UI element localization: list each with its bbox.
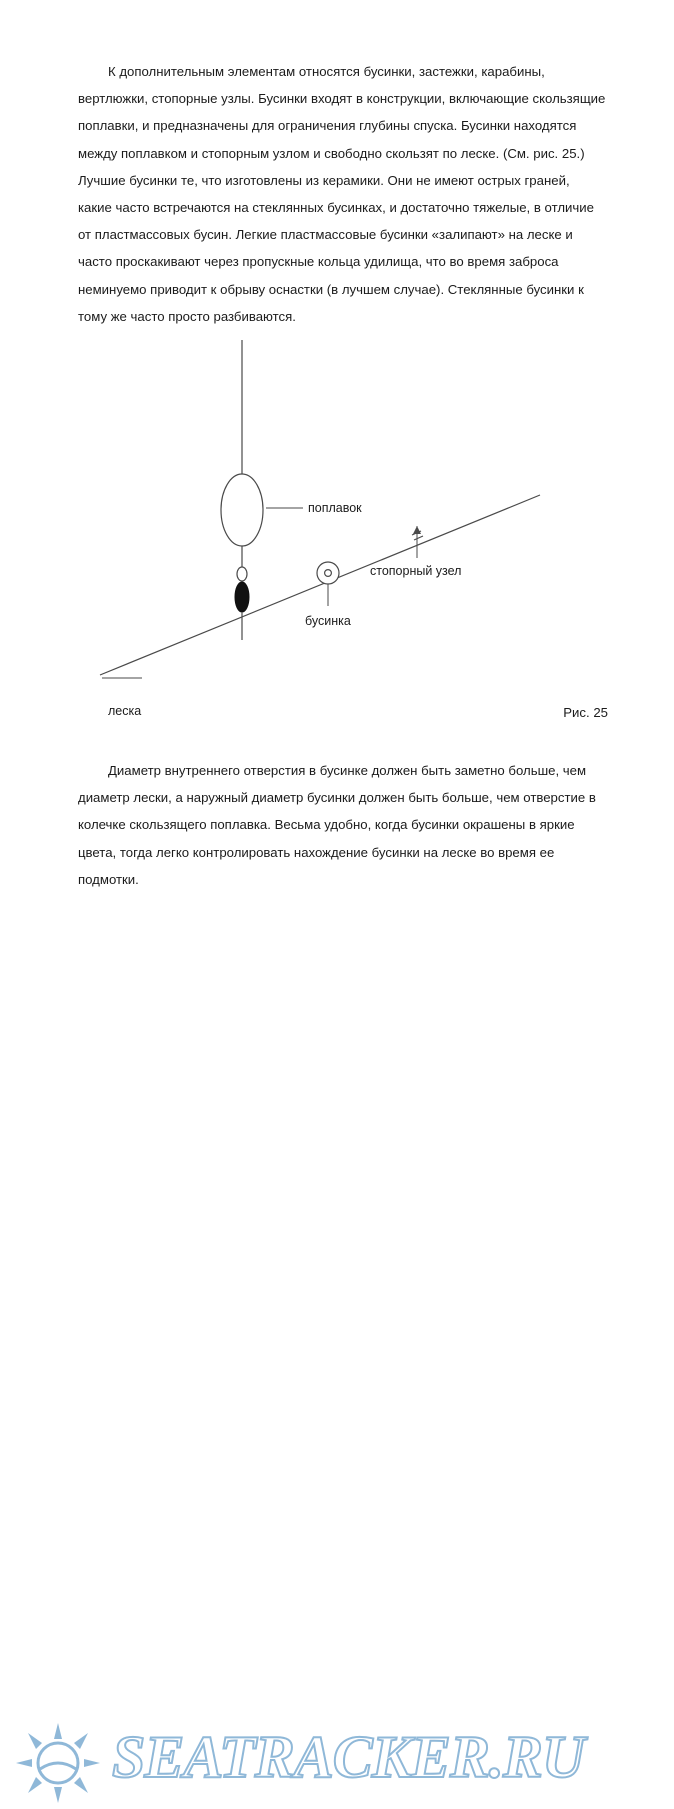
stopper-knot-arrow — [413, 526, 421, 534]
figure-caption: Рис. 25 — [563, 705, 608, 720]
label-stopper-knot: стопорный узел — [370, 564, 462, 578]
float-weight — [235, 582, 249, 612]
sun-icon — [10, 1717, 106, 1809]
fishing-line-path — [100, 495, 540, 675]
figure-illustration — [60, 330, 620, 730]
bead-hole — [325, 570, 332, 577]
paragraph-top: К дополнительным элементам относятся бусинки, застежки, карабины, вертлюжки, стопорные узлы. Бусинки входят в конструкции, включающие скользящие поплавки, и предназначены для ограничения глубины спуска. Бусинки находятся между поплавком и стопорным узлом и свободно скользят по леске. (См. рис. 25.) Лучшие бусинки те, что изготовлены из керамики. Они не имеют острых граней, какие часто встречаются на стеклянных бусинках, и достаточно тяжелые, в отличие от пластмассовых бусин. Легкие пластмассовые бусинки «залипают» на леске и часто проскакивают через пропускные кольца удилища, что во время заброса неминуемо приводит к обрыву оснастки (в лучшем случае). Стеклянные бусинки к тому же часто просто разбиваются. — [78, 64, 606, 324]
label-line: леска — [108, 704, 142, 718]
label-float: поплавок — [308, 501, 362, 515]
float-body — [221, 474, 263, 546]
watermark-text: SEATRACKER.RU — [112, 1724, 585, 1790]
label-bead: бусинка — [305, 614, 351, 628]
float-ring — [237, 567, 247, 581]
paragraph-bottom: Диаметр внутреннего отверстия в бусинке должен быть заметно больше, чем диаметр лески, а наружный диаметр бусинки должен быть больше, чем отверстие в колечке скользящего поплавка. Весьма удобно, когда бусинки окрашены в яркие цвета, тогда легко контролировать нахождение бусинки на леске во время ее подмотки. — [78, 763, 596, 887]
